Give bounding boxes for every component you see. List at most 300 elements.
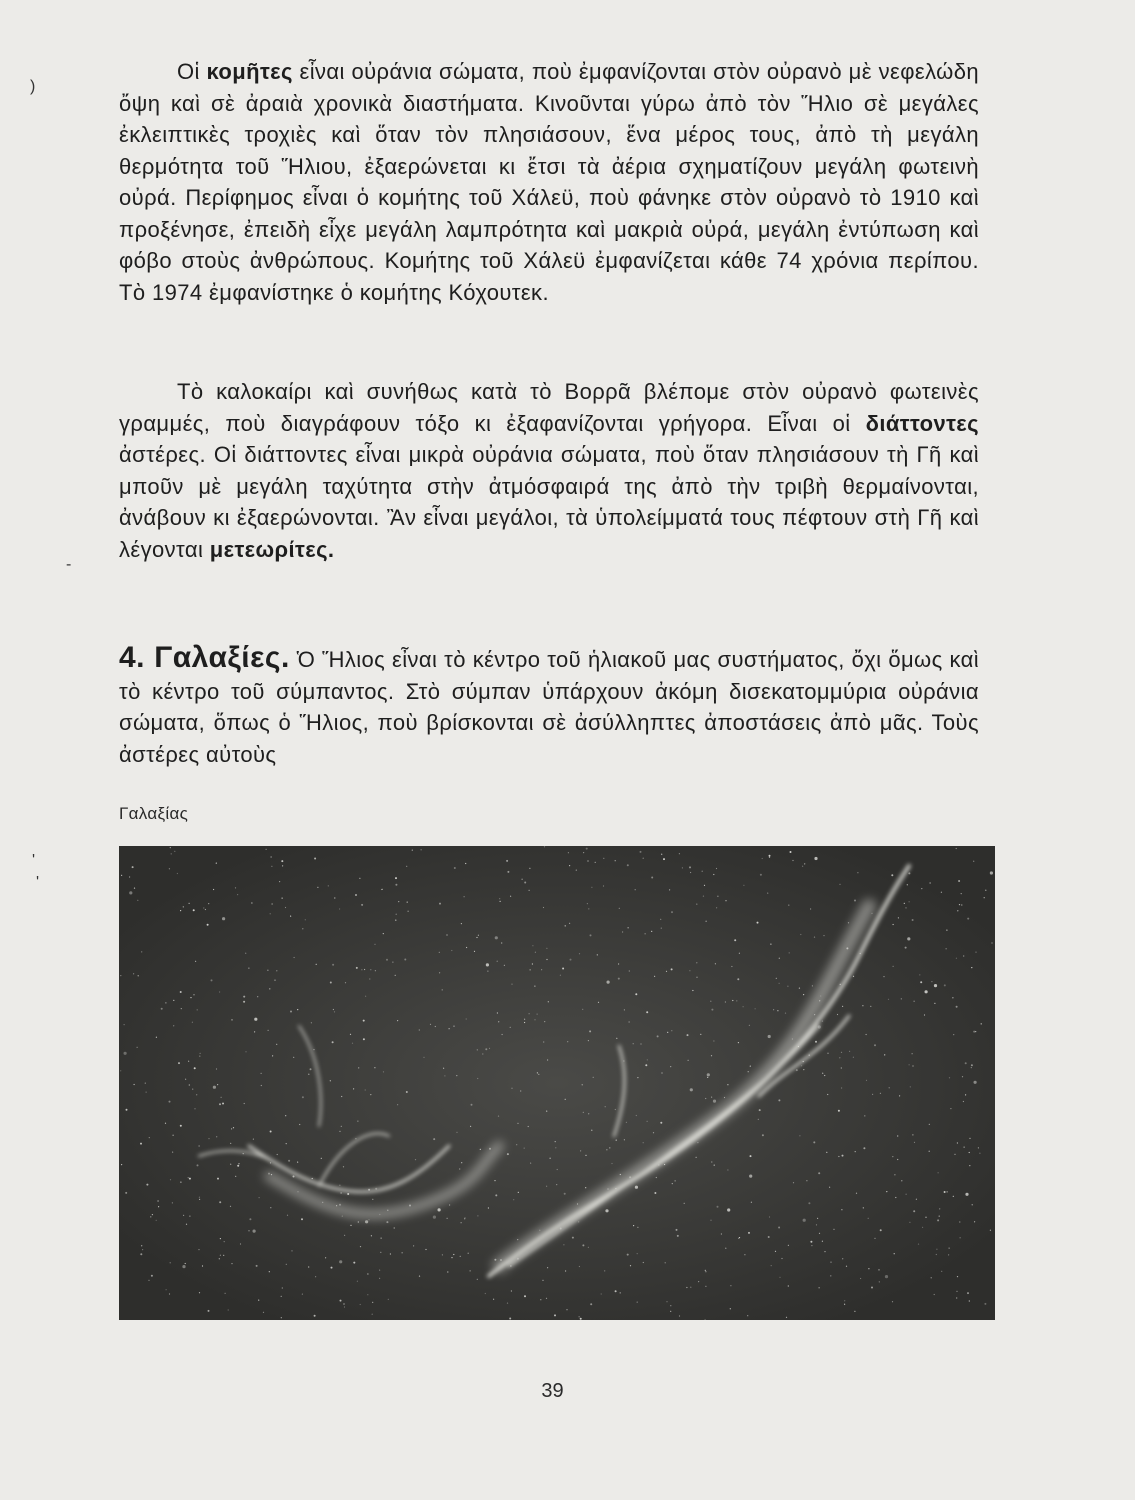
star-dot (841, 1209, 842, 1210)
star-dot (565, 925, 566, 926)
star-dot (679, 1315, 680, 1316)
star-dot (628, 927, 629, 928)
star-dot (138, 975, 139, 976)
star-dot (786, 1317, 787, 1318)
star-dot (449, 1204, 450, 1205)
star-dot (305, 919, 306, 920)
star-dot (646, 1011, 648, 1013)
star-dot (213, 889, 214, 890)
star-dot (792, 860, 793, 861)
star-dot (134, 888, 135, 889)
margin-mark-3: ' (32, 852, 36, 869)
star-dot (238, 1163, 239, 1164)
star-dot (198, 1249, 199, 1250)
star-dot (947, 1191, 948, 1192)
star-dot (991, 942, 992, 943)
star-dot (714, 1165, 715, 1166)
star-dot (848, 922, 849, 923)
star-dot (637, 1077, 638, 1078)
star-dot (816, 1224, 817, 1225)
star-dot (775, 1251, 776, 1252)
star-dot (866, 1080, 867, 1081)
star-dot (192, 1022, 193, 1023)
star-dot (183, 906, 184, 907)
star-dot (281, 1296, 282, 1297)
star-dot (461, 923, 462, 924)
star-dot (276, 970, 277, 971)
star-dot (537, 1072, 538, 1073)
star-dot (544, 1021, 545, 1022)
star-dot (477, 1078, 478, 1079)
star-dot (500, 901, 501, 902)
star-dot (716, 868, 717, 869)
star-dot (910, 1086, 911, 1087)
star-dot (148, 1280, 149, 1281)
star-dot (190, 997, 191, 998)
star-dot (360, 1304, 361, 1305)
star-dot (261, 1085, 262, 1086)
star-dot (341, 1192, 342, 1193)
star-dot (929, 1151, 930, 1152)
star-dot (510, 896, 511, 897)
star-dot (169, 1101, 171, 1103)
star-dot (133, 973, 134, 974)
star-dot (372, 1314, 373, 1315)
star-dot (787, 986, 788, 987)
star-dot (743, 1006, 744, 1007)
star-dot (381, 889, 382, 890)
star-dot (498, 1116, 499, 1117)
star-dot (485, 1048, 487, 1050)
star-dot (704, 885, 705, 886)
star-dot (464, 1218, 465, 1219)
star-dot (125, 1192, 127, 1194)
star-dot (509, 1318, 511, 1320)
star-dot (725, 900, 726, 901)
star-dot (908, 872, 910, 874)
star-dot (653, 1132, 654, 1133)
star-dot (654, 976, 655, 977)
star-dot (925, 1217, 926, 1218)
star-dot (777, 1010, 778, 1011)
star-dot (224, 1241, 225, 1242)
star-dot (464, 896, 465, 897)
star-dot (814, 937, 815, 938)
star-dot (413, 1245, 414, 1246)
star-dot (529, 890, 530, 891)
star-dot (267, 970, 268, 971)
star-dot (367, 1294, 368, 1295)
star-dot (534, 1019, 535, 1020)
star-dot (363, 1038, 365, 1040)
star-dot (271, 866, 272, 867)
page-number: 39 (541, 1380, 564, 1402)
star-dot (705, 1286, 706, 1287)
star-dot (663, 858, 665, 860)
star-dot (810, 908, 811, 909)
star-dot (270, 1131, 272, 1133)
star-dot (197, 1009, 198, 1010)
star-dot (456, 1132, 457, 1133)
star-dot (677, 1235, 679, 1237)
star-dot (862, 1005, 863, 1006)
star-dot (230, 1206, 231, 1207)
star-dot (480, 1149, 481, 1150)
shooting-stars-term: διάττοντες (865, 410, 979, 436)
star-dot (967, 1292, 969, 1294)
star-dot (419, 1029, 420, 1030)
star-dot (253, 1230, 256, 1233)
star-dot (314, 858, 316, 860)
star-dot (750, 1066, 751, 1067)
star-dot (690, 1088, 693, 1091)
star-dot (803, 1219, 806, 1222)
star-dot (522, 879, 523, 880)
star-dot (290, 916, 291, 917)
star-dot (316, 964, 317, 965)
star-dot (842, 1006, 843, 1007)
star-dot (272, 1055, 273, 1056)
star-dot (912, 1053, 913, 1054)
star-dot (711, 1009, 713, 1011)
star-dot (285, 1115, 286, 1116)
star-dot (186, 1224, 187, 1225)
star-dot (937, 1219, 939, 1221)
star-dot (853, 1057, 854, 1058)
star-dot (350, 1225, 351, 1226)
shooting-stars-pre: Τὸ καλοκαίρι καὶ συνήθως κατὰ τὸ Βορρᾶ βλέπομε στὸν οὐρανὸ φωτεινὲς γραμμές, ποὺ διαγράφουν τόξο κι ἐξαφανίζονται γρήγορα. Εἶναι οἱ (119, 379, 979, 436)
star-dot (170, 847, 171, 848)
star-dot (696, 962, 697, 963)
star-dot (156, 1220, 157, 1221)
star-dot (660, 1122, 662, 1124)
star-dot (779, 983, 780, 984)
star-dot (330, 982, 332, 984)
star-dot (921, 888, 922, 889)
star-dot (811, 1245, 812, 1246)
star-dot (379, 1278, 380, 1279)
star-dot (563, 1244, 564, 1245)
star-dot (748, 1232, 750, 1234)
star-dot (361, 904, 363, 906)
star-dot (339, 1185, 340, 1186)
star-dot (419, 1276, 420, 1277)
star-dot (781, 1258, 782, 1259)
star-dot (912, 919, 914, 921)
star-dot (230, 1164, 231, 1165)
star-dot (312, 1178, 313, 1179)
star-dot (863, 1207, 864, 1208)
star-dot (965, 1193, 968, 1196)
star-dot (423, 1057, 424, 1058)
star-dot (170, 1262, 171, 1263)
star-dot (339, 1131, 340, 1132)
star-dot (313, 1049, 314, 1050)
star-dot (665, 1262, 666, 1263)
star-dot (956, 958, 957, 959)
star-dot (702, 871, 703, 872)
star-dot (149, 1137, 150, 1138)
star-dot (460, 1256, 461, 1257)
star-dot (564, 1193, 566, 1195)
star-dot (635, 993, 637, 995)
star-dot (705, 1270, 706, 1271)
star-dot (352, 1043, 353, 1044)
star-dot (593, 1077, 594, 1078)
star-dot (972, 1204, 973, 1205)
star-dot (965, 1062, 967, 1064)
star-dot (231, 1128, 232, 1129)
star-dot (962, 1076, 963, 1077)
star-dot (156, 1037, 157, 1038)
star-dot (141, 1245, 142, 1246)
star-dot (711, 1161, 712, 1162)
star-dot (946, 948, 947, 949)
star-dot (838, 1110, 840, 1112)
star-dot (888, 999, 889, 1000)
star-dot (583, 852, 584, 853)
star-dot (171, 853, 172, 854)
star-dot (939, 1208, 940, 1209)
star-dot (511, 1088, 512, 1089)
star-dot (211, 979, 213, 981)
star-dot (895, 1197, 896, 1198)
star-dot (291, 1250, 292, 1251)
star-dot (268, 1030, 269, 1031)
star-dot (633, 1043, 634, 1044)
star-dot (146, 1092, 147, 1093)
star-dot (466, 1018, 467, 1019)
star-dot (603, 858, 604, 859)
star-dot (213, 1086, 216, 1089)
star-dot (182, 1265, 185, 1268)
star-dot (270, 913, 271, 914)
comets-pre: Οἱ (177, 59, 207, 84)
star-dot (824, 1251, 825, 1252)
star-dot (671, 1030, 672, 1031)
star-dot (892, 1156, 893, 1157)
star-dot (785, 1013, 786, 1014)
star-dot (493, 1299, 494, 1300)
star-dot (670, 1066, 671, 1067)
star-dot (430, 1024, 431, 1025)
star-dot (317, 887, 318, 888)
star-dot (703, 896, 704, 897)
star-dot (778, 1099, 780, 1101)
star-dot (856, 1193, 857, 1194)
star-dot (530, 969, 531, 970)
star-dot (489, 1048, 490, 1049)
star-dot (506, 860, 508, 862)
star-dot (269, 988, 270, 989)
star-dot (248, 1230, 249, 1231)
star-dot (590, 934, 592, 936)
star-dot (535, 952, 536, 953)
star-dot (730, 1308, 731, 1309)
star-dot (905, 907, 906, 908)
star-dot (724, 1097, 725, 1098)
star-dot (679, 853, 680, 854)
star-dot (647, 1059, 648, 1060)
star-dot (310, 1068, 312, 1070)
star-dot (231, 1263, 232, 1264)
star-dot (801, 1065, 802, 1066)
star-dot (270, 1162, 271, 1163)
star-dot (661, 854, 662, 855)
star-dot (788, 1245, 789, 1246)
star-dot (969, 1152, 970, 1153)
star-dot (124, 1024, 125, 1025)
star-dot (485, 1293, 486, 1294)
star-dot (958, 880, 960, 882)
star-dot (181, 1008, 182, 1009)
star-dot (819, 1233, 820, 1234)
star-dot (383, 1071, 384, 1072)
star-dot (929, 1124, 930, 1125)
star-dot (739, 953, 740, 954)
star-dot (892, 1301, 893, 1302)
star-dot (949, 1077, 950, 1078)
star-dot (511, 984, 512, 985)
star-dot (357, 1281, 358, 1282)
star-dot (486, 963, 489, 966)
star-dot (297, 1009, 298, 1010)
star-dot (884, 1054, 885, 1055)
star-dot (725, 1001, 726, 1002)
star-dot (732, 1000, 733, 1001)
star-dot (277, 1154, 278, 1155)
star-dot (287, 1215, 288, 1216)
star-dot (230, 1143, 231, 1144)
star-dot (529, 1013, 530, 1014)
star-dot (975, 952, 976, 953)
star-dot (216, 1068, 217, 1069)
star-dot (251, 902, 252, 903)
star-dot (762, 858, 763, 859)
star-dot (254, 1031, 255, 1032)
star-dot (367, 1273, 368, 1274)
star-dot (196, 1094, 197, 1095)
star-dot (216, 1136, 217, 1137)
star-dot (566, 1309, 567, 1310)
star-dot (894, 1174, 895, 1175)
star-dot (640, 1043, 641, 1044)
star-dot (288, 1160, 290, 1162)
star-dot (818, 1172, 820, 1174)
star-dot (580, 1318, 582, 1320)
star-dot (199, 1145, 200, 1146)
star-dot (620, 1174, 621, 1175)
star-dot (822, 1021, 823, 1022)
star-dot (620, 1292, 621, 1293)
star-dot (922, 1227, 923, 1228)
star-dot (748, 1071, 749, 1072)
star-dot (568, 852, 569, 853)
star-dot (864, 1115, 865, 1116)
star-dot (689, 866, 691, 868)
star-dot (585, 1155, 586, 1156)
shooting-stars-body: ἀστέρες. Οἱ διάττοντες εἶναι μικρὰ οὐράνια σώματα, ποὺ ὅταν πλησιάσουν τὴ Γῆ καὶ μποῦν μὲ μεγάλη ταχύτητα στὴν ἀτμόσφαιρά της ἀπὸ τὴν τριβὴ θερμαίνονται, ἀνάβουν κι ἐξαερώνονται. Ἂν εἶναι μεγάλοι, τὰ ὑπολείμματά τους πέφτουν στὴ Γῆ καὶ λέγονται (119, 442, 979, 562)
comets-body: εἶναι οὐράνια σώματα, ποὺ ἐμφανίζονται στὸν οὐρανὸ μὲ νεφελώδη ὄψη καὶ σὲ ἀραιὰ χρονικὰ διαστήματα. Κινοῦνται γύρω ἀπὸ τὸν Ἥλιο σὲ μεγάλες ἐκλειπτικὲς τροχιὲς καὶ ὅταν τὸν πλησιάσουν, ἕνα μέρος τους, ἀπὸ τὴ μεγάλη θερμότητα τοῦ Ἥλιου, ἐξαερώνεται κι ἔτσι τὰ ἀέρια σχηματίζουν μεγάλη φωτεινὴ οὐρά. Περίφημος εἶναι ὁ κομήτης τοῦ Χάλεϋ, ποὺ φάνηκε στὸν οὐρανὸ τὸ 1910 καὶ προξένησε, ἐπειδὴ εἶχε μεγάλη λαμπρότητα καὶ μακριὰ οὐρά, μεγάλη ἐντύπωση καὶ φόβο στοὺς ἀνθρώπους. Κομήτης τοῦ Χάλεϋ ἐμφανίζεται κάθε 74 χρόνια περίπου. Τὸ 1974 ἐμφανίστηκε ὁ κομήτης Κόχουτεκ. (119, 59, 979, 305)
star-dot (961, 904, 962, 905)
star-dot (615, 1109, 616, 1110)
star-dot (546, 1111, 547, 1112)
star-dot (779, 958, 780, 959)
star-dot (946, 930, 947, 931)
star-dot (253, 1139, 254, 1140)
star-dot (776, 978, 777, 979)
star-dot (334, 897, 335, 898)
star-dot (647, 1121, 648, 1122)
star-dot (803, 1069, 804, 1070)
star-dot (710, 1001, 711, 1002)
star-dot (556, 1184, 557, 1185)
star-dot (530, 1163, 531, 1164)
star-dot (261, 1073, 262, 1074)
star-dot (386, 1221, 388, 1223)
star-dot (616, 1038, 617, 1039)
star-dot (636, 1115, 637, 1116)
star-dot (189, 1178, 191, 1180)
star-dot (830, 1262, 831, 1263)
star-dot (985, 890, 986, 891)
star-dot (444, 1075, 445, 1076)
star-dot (453, 1026, 454, 1027)
star-dot (909, 901, 910, 902)
star-dot (406, 1091, 408, 1093)
star-dot (228, 1309, 229, 1310)
star-dot (758, 1119, 759, 1120)
star-dot (931, 981, 932, 982)
star-dot (394, 1227, 395, 1228)
star-dot (779, 1277, 780, 1278)
star-dot (482, 1053, 483, 1054)
star-dot (700, 1034, 701, 1035)
star-dot (706, 921, 707, 922)
star-dot (588, 1040, 589, 1041)
star-dot (582, 1244, 584, 1246)
star-dot (532, 945, 533, 946)
star-dot (219, 991, 220, 992)
star-dot (956, 1006, 958, 1008)
star-dot (442, 989, 443, 990)
star-dot (953, 1034, 954, 1035)
star-dot (879, 1281, 880, 1282)
star-dot (585, 1187, 586, 1188)
star-dot (601, 1293, 602, 1294)
star-dot (587, 903, 588, 904)
star-dot (954, 1154, 955, 1155)
shooting-stars-paragraph (119, 376, 979, 565)
star-dot (390, 1253, 391, 1254)
star-dot (920, 981, 922, 983)
star-dot (219, 1201, 221, 1203)
star-dot (194, 1108, 195, 1109)
star-dot (456, 1075, 457, 1076)
star-dot (254, 1018, 257, 1021)
star-dot (565, 1099, 566, 1100)
star-dot (769, 1216, 770, 1217)
star-dot (507, 1153, 509, 1155)
star-dot (815, 1041, 817, 1043)
star-dot (282, 1287, 283, 1288)
star-dot (727, 1208, 730, 1211)
star-dot (442, 1254, 443, 1255)
star-dot (129, 876, 130, 877)
star-dot (957, 1276, 958, 1277)
star-dot (199, 1199, 200, 1200)
star-dot (692, 990, 693, 991)
